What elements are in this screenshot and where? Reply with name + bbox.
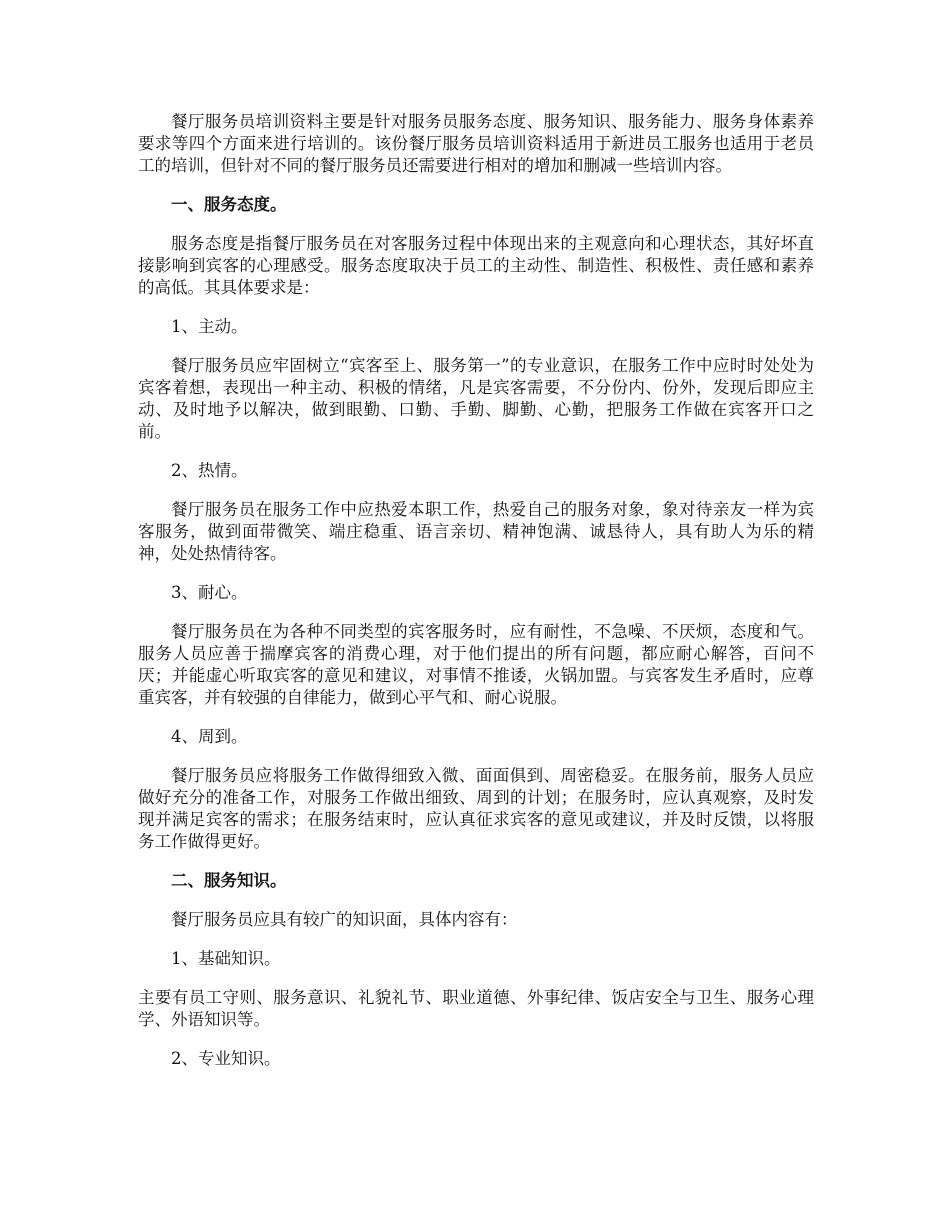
item-heading-proactive: 1、主动。	[171, 317, 248, 336]
patience-paragraph: 餐厅服务员在为各种不同类型的宾客服务时，应有耐性，不急噪、不厌烦，态度和气。服务人员应善于揣摩宾客的消费心理，对于他们提出的所有问题，都应耐心解答，百问不厌；并能虚心听取宾客的意见和建议，对事情不推诿，火锅加盟。与宾客发生矛盾时，应尊重宾客，并有较强的自律能力，做到心平气和、耐心说服。	[138, 622, 814, 707]
thoroughness-paragraph: 餐厅服务员应将服务工作做得细致入微、面面俱到、周密稳妥。在服务前，服务人员应做好充分的准备工作，对服务工作做出细致、周到的计划；在服务时，应认真观察，及时发现并满足宾客的需求；在服务结束时，应认真征求宾客的意见或建议，并及时反馈，以将服务工作做得更好。	[138, 766, 814, 851]
document-body	[138, 111, 814, 1087]
proactive-paragraph: 餐厅服务员应牢固树立“宾客至上、服务第一”的专业意识，在服务工作中应时时处处为宾客着想，表现出一种主动、积极的情绪，凡是宾客需要，不分份内、份外，发现后即应主动、及时地予以解决，做到眼勤、口勤、手勤、脚勤、心勤，把服务工作做在宾客开口之前。	[138, 356, 814, 441]
item-heading-basic-knowledge: 1、基础知识。	[171, 949, 281, 968]
intro-paragraph: 餐厅服务员培训资料主要是针对服务员服务态度、服务知识、服务能力、服务身体素养要求等四个方面来进行培训的。该份餐厅服务员培训资料适用于新进员工服务也适用于老员工的培训，但针对不同的餐厅服务员还需要进行相对的增加和删减一些培训内容。	[138, 112, 814, 175]
attitude-paragraph: 服务态度是指餐厅服务员在对客服务过程中体现出来的主观意向和心理状态，其好坏直接影响到宾客的心理感受。服务态度取决于员工的主动性、制造性、积极性、责任感和素养的高低。其具体要求是：	[138, 234, 814, 297]
section-heading-knowledge: 二、服务知识。	[171, 871, 287, 890]
item-heading-professional-knowledge: 2、专业知识。	[171, 1049, 281, 1068]
item-heading-warmth: 2、热情。	[171, 461, 248, 480]
warmth-paragraph: 餐厅服务员在服务工作中应热爱本职工作，热爱自己的服务对象，象对待亲友一样为宾客服务，做到面带微笑、端庄稳重、语言亲切、精神饱满、诚恳待人，具有助人为乐的精神，处处热情待客。	[138, 500, 814, 563]
item-heading-thoroughness: 4、周到。	[171, 727, 248, 746]
item-heading-patience: 3、耐心。	[171, 583, 248, 602]
knowledge-intro-paragraph: 餐厅服务员应具有较广的知识面，具体内容有：	[171, 910, 518, 929]
section-heading-attitude: 一、服务态度。	[171, 195, 287, 214]
basic-knowledge-paragraph: 主要有员工守则、服务意识、礼貌礼节、职业道德、外事纪律、饭店安全与卫生、服务心理学、外语知识等。	[138, 988, 814, 1029]
